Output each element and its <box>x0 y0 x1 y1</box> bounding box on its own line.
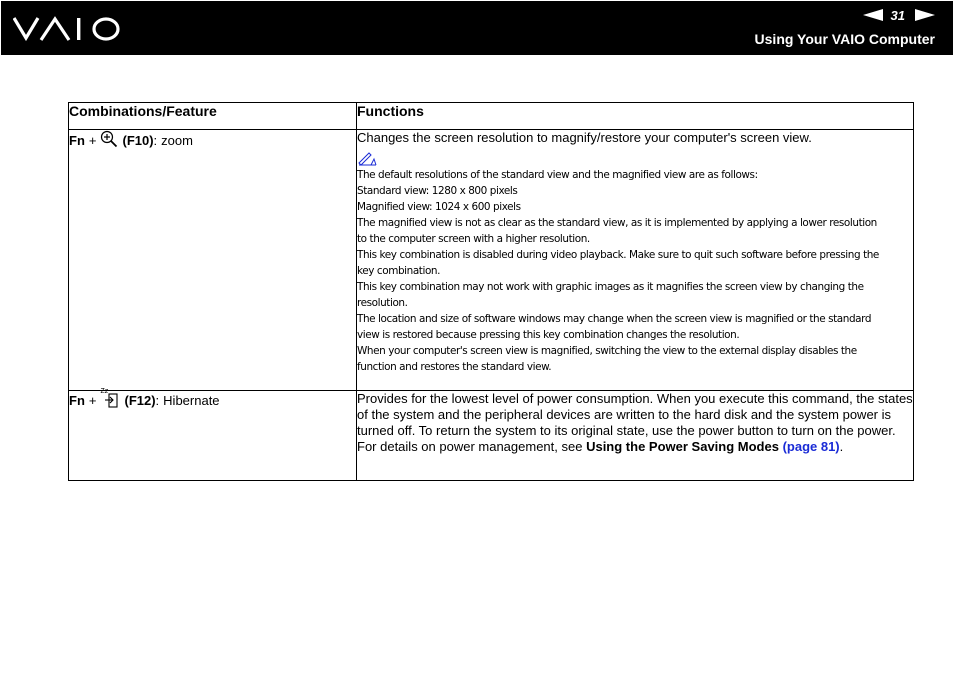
page-header <box>1 1 953 55</box>
hibernate-details <box>357 439 913 455</box>
column-header-feature: Combinations/Feature <box>69 103 357 130</box>
page-number: 31 <box>890 7 905 23</box>
f10-key-label: (F10) <box>122 133 154 148</box>
note-line: The default resolutions of the standard view and the magnified view are as follows: <box>357 168 758 181</box>
table-row <box>69 130 914 391</box>
hibernate-icon <box>100 388 120 409</box>
zoom-description: Changes the screen resolution to magnify/restore your computer's screen view. <box>357 130 812 145</box>
plus-sign: + <box>88 392 97 408</box>
hibernate-description: Provides for the lowest level of power consumption. When you execute this command, the states of the system and the peripheral devices are written to the hard disk and the system power is turned off. To return the system to its original state, use the power button to turn on the power. <box>357 391 913 438</box>
vaio-logo <box>13 16 121 42</box>
function-keys-table <box>68 102 914 481</box>
feature-separator: : <box>153 133 158 148</box>
section-title: Using Your VAIO Computer <box>754 31 935 47</box>
note-line: The magnified view is not as clear as the standard view, as it is implemented by applying a lower resolution to the computer screen with a higher resolution. <box>357 216 877 245</box>
note-line: The location and size of software windows may change when the screen view is magnified or the standard view is restored because pressing this key combination changes the resolution. <box>357 312 872 341</box>
note-line: Standard view: 1280 x 800 pixels <box>357 184 518 197</box>
details-suffix: . <box>839 439 844 454</box>
table-header-row <box>69 103 914 130</box>
pencil-note-icon <box>357 152 913 166</box>
next-page-icon[interactable] <box>915 9 935 21</box>
note-line: When your computer's screen view is magnified, switching the view to the external display disables the function and restores the standard view. <box>357 344 857 373</box>
prev-page-icon[interactable] <box>863 9 883 21</box>
table-row <box>69 391 914 481</box>
fn-key-label: Fn <box>69 133 85 148</box>
page-81-link[interactable]: (page 81) <box>782 439 840 454</box>
feature-name-hibernate: Hibernate <box>163 392 220 408</box>
fn-key-label: Fn <box>69 392 85 408</box>
hibernate-icon-label: Zz <box>100 388 109 395</box>
page-navigation <box>863 7 935 23</box>
function-cell-zoom <box>357 130 914 391</box>
column-header-functions: Functions <box>357 103 914 130</box>
plus-sign: + <box>88 133 97 148</box>
feature-cell-hibernate <box>69 388 357 481</box>
magnifier-plus-icon <box>100 130 118 151</box>
note-line: Magnified view: 1024 x 600 pixels <box>357 200 521 213</box>
details-bold: Using the Power Saving Modes <box>586 439 783 454</box>
feature-name-zoom: zoom <box>161 133 193 148</box>
note-line: This key combination may not work with graphic images as it magnifies the screen view by changing the resolution. <box>357 280 864 309</box>
feature-cell-zoom <box>69 130 357 391</box>
f12-key-label: (F12) <box>124 392 156 408</box>
feature-separator: : <box>155 392 160 408</box>
note-line: This key combination is disabled during video playback. Make sure to quit such software before pressing the key combination. <box>357 248 879 277</box>
details-prefix: For details on power management, see <box>357 439 587 454</box>
function-cell-hibernate <box>357 391 914 481</box>
zoom-notes <box>357 167 885 375</box>
